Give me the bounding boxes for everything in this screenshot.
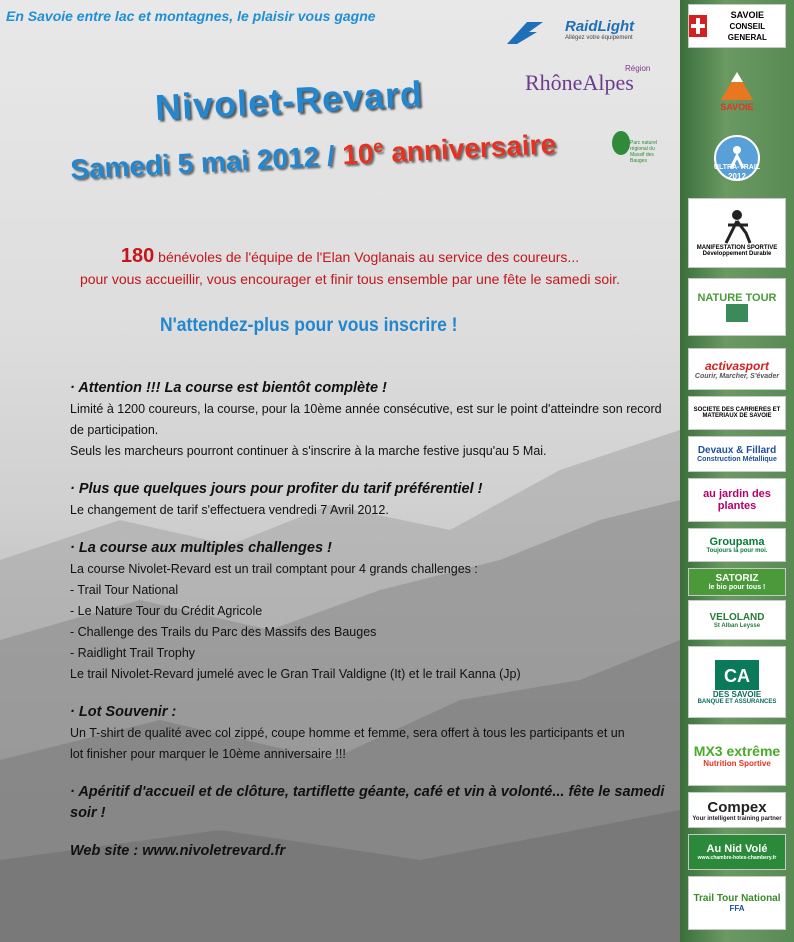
sponsor-line: Trail Tour National — [693, 893, 781, 904]
volunteers-intro — [60, 245, 640, 290]
sponsor-au-nid-vole — [688, 834, 786, 870]
sponsor-sidebar — [680, 0, 794, 942]
sponsor-trail-tour-national — [688, 876, 786, 930]
volunteer-count: 180 — [120, 245, 155, 267]
sponsor-line: Nutrition Sportive — [703, 758, 771, 768]
parc-leaf-icon — [610, 130, 632, 156]
sponsor-devaux-fillard — [688, 436, 786, 472]
sponsor-line: Construction Métallique — [697, 456, 777, 463]
sponsor-line: Groupama — [709, 536, 765, 548]
sponsor-line: SATORIZ — [715, 573, 759, 584]
sponsor-line: Your intelligent training partner — [692, 815, 782, 822]
sponsor-line: Toujours là pour moi. — [706, 548, 768, 554]
aperitif-heading: · Apéritif d'accueil et de clôture, tartiflette géante, café et vin à volonté... fête le samedi soir ! — [70, 784, 665, 821]
sponsor-line: St Alban Leysse — [713, 622, 761, 629]
sponsor-conseil-general — [688, 4, 786, 48]
sponsor-line: au jardin des plantes — [703, 488, 771, 512]
sponsor-ultra-trail — [688, 130, 786, 185]
register-call-to-action: N'attendez-plus pour vous inscrire ! — [160, 315, 458, 336]
parc-label: Parc naturel régional du Massif des Bauges — [630, 140, 657, 164]
souvenir-text: Un T-shirt de qualité avec col zippé, coupe homme et femme, sera offert à tous les participants et un lot finisher pour marquer le 10ème anniversaire !!! — [70, 726, 625, 761]
sponsor-line: FFA — [729, 904, 745, 913]
sponsor-line: VELOLAND — [709, 611, 765, 623]
sponsor-line: Courir, Marcher, S'évader — [694, 372, 780, 380]
sponsor-jardin-des-plantes — [688, 478, 786, 522]
sponsor-nature-tour — [688, 278, 786, 336]
athlete-icon — [722, 209, 752, 245]
credit-agricole-icon — [726, 304, 748, 322]
sponsor-compex — [688, 792, 786, 828]
sponsor-groupama — [688, 528, 786, 562]
mountain-icon — [719, 68, 755, 102]
tarif-heading: · Plus que quelques jours pour profiter du tarif préférentiel ! — [70, 481, 483, 497]
sponsor-line: SAVOIE — [730, 9, 764, 20]
tarif-text: Le changement de tarif s'effectuera vendredi 7 Avril 2012. — [70, 503, 389, 517]
sponsor-line: Développement Durable — [702, 251, 772, 257]
sponsor-carrieres — [688, 396, 786, 430]
sponsor-mx3 — [688, 724, 786, 786]
sponsor-line: CONSEIL GENERAL — [727, 21, 767, 42]
anniversary-sup: e — [372, 136, 384, 157]
sponsor-savoie — [688, 60, 786, 120]
challenges-heading: · La course aux multiples challenges ! — [70, 540, 332, 556]
sponsor-line: activasport — [704, 358, 770, 373]
challenges-intro: La course Nivolet-Revard est un trail comptant pour 4 grands challenges : — [70, 562, 478, 576]
sponsor-line: BANQUE ET ASSURANCES — [697, 698, 777, 705]
raidlight-arrow-icon — [505, 18, 545, 46]
anniversary-number: 10 — [341, 138, 375, 171]
attention-text-1: Limité à 1200 coureurs, la course, pour la 10ème année consécutive, est sur le point d'atteindre son record de participation. — [70, 402, 662, 437]
savoie-cross-icon — [689, 15, 707, 37]
souvenir-heading: · Lot Souvenir : — [70, 704, 177, 720]
intro-line-1: bénévoles de l'équipe de l'Elan Voglanais au service des coureurs... — [154, 249, 580, 265]
sponsor-line: MX3 extrême — [693, 742, 781, 759]
challenges-outro: Le trail Nivolet-Revard jumelé avec le Gran Trail Valdigne (It) et le trail Kanna (Jp) — [70, 667, 521, 681]
challenge-item: - Raidlight Trail Trophy — [70, 646, 196, 660]
rhone-alpes-name: RhôneAlpes — [525, 70, 634, 95]
attention-heading: · Attention !!! La course est bientôt complète ! — [70, 380, 387, 396]
sponsor-line: ULTRA-TRAIL — [713, 164, 761, 171]
region-label: Région — [625, 64, 651, 73]
sponsor-line: Au Nid Volé — [706, 843, 768, 855]
website-link[interactable]: Web site : www.nivoletrevard.fr — [70, 843, 286, 859]
sponsor-line: www.chambre-hotes-chambery.fr — [697, 855, 777, 861]
challenge-item: - Le Nature Tour du Crédit Agricole — [70, 604, 263, 618]
svg-text:CA: CA — [724, 665, 750, 686]
sponsor-developpement-durable — [688, 198, 786, 268]
sponsor-credit-agricole — [688, 646, 786, 718]
sponsor-line: Devaux & Fillard — [697, 445, 777, 456]
date-text: Samedi 5 mai 2012 / — [69, 139, 344, 186]
intro-line-2: pour vous accueillir, vous encourager et finir tous ensemble par une fête le samedi soir. — [79, 271, 621, 287]
sponsor-line: SAVOIE — [720, 102, 754, 112]
tagline: En Savoie entre lac et montagnes, le plaisir vous gagne — [6, 8, 376, 24]
raidlight-slogan: Allégez votre équipement — [565, 35, 633, 41]
sponsor-line: Compex — [707, 798, 767, 816]
ca-logo-icon — [715, 660, 759, 690]
challenge-item: - Challenge des Trails du Parc des Massifs des Bauges — [70, 625, 377, 639]
rhone-alpes-logo — [525, 64, 665, 100]
info-sections — [70, 378, 675, 862]
sponsor-line: DES SAVOIE — [712, 689, 762, 699]
raidlight-name: RaidLight — [565, 18, 635, 35]
sponsor-satoriz — [688, 568, 786, 596]
sponsor-activasport — [688, 348, 786, 390]
sponsor-line: SOCIETE DES CARRIERES ET MATERIAUX DE SAVOIE — [693, 407, 781, 419]
parc-bauges-logo — [610, 130, 657, 190]
raidlight-logo — [505, 18, 655, 46]
anniversary-word: anniversaire — [382, 128, 557, 169]
sponsor-veloland — [688, 600, 786, 640]
attention-text-2: Seuls les marcheurs pourront continuer à s'inscrire à la marche festive jusqu'au 5 Mai. — [70, 444, 547, 458]
sponsor-line: NATURE TOUR — [697, 292, 777, 304]
sponsor-line: le bio pour tous ! — [708, 584, 766, 591]
sponsor-line: 2012 — [728, 172, 746, 181]
event-title: Nivolet-Revard — [154, 73, 424, 128]
challenge-item: - Trail Tour National — [70, 583, 179, 597]
sponsor-line: MANIFESTATION SPORTIVE — [696, 245, 778, 251]
